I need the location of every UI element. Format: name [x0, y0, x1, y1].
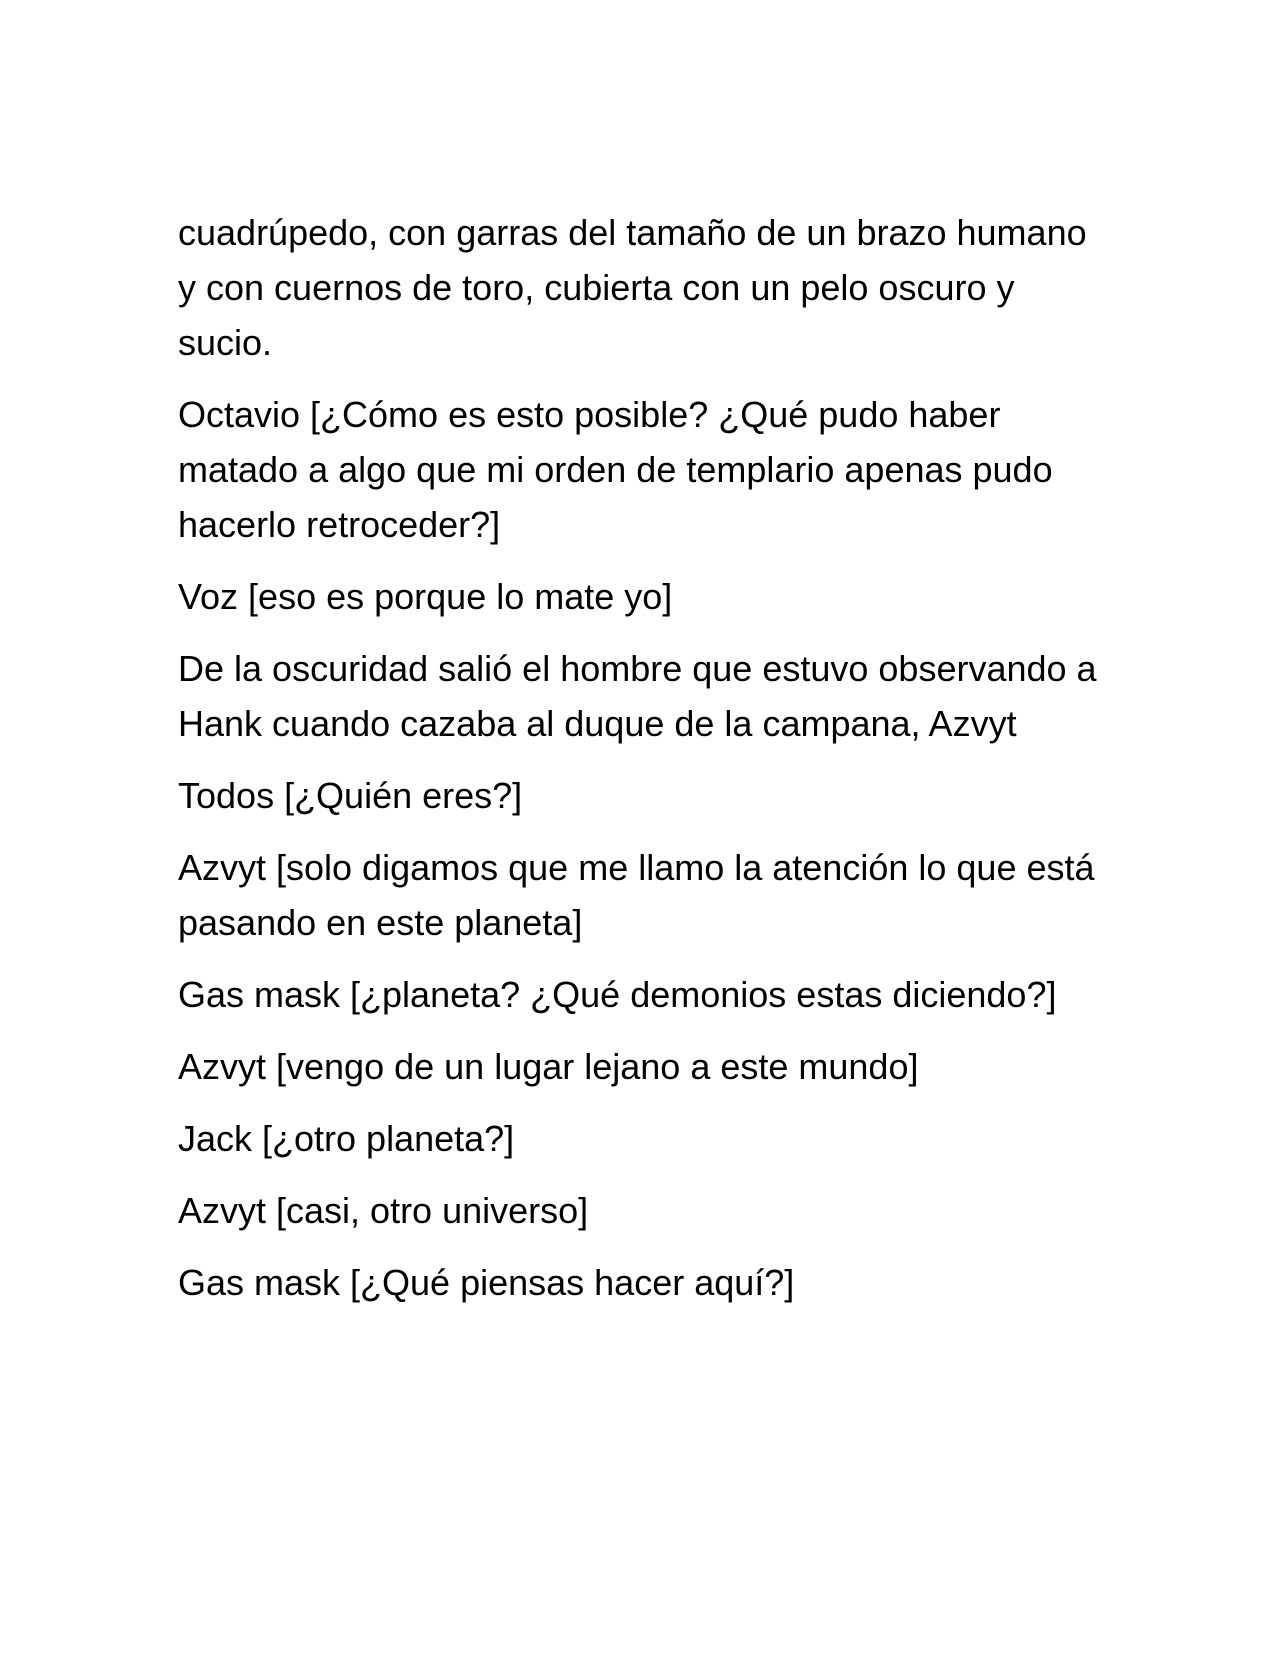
- paragraph-1: cuadrúpedo, con garras del tamaño de un brazo humano y con cuernos de toro, cubierta con un pelo oscuro y sucio.: [178, 212, 1087, 363]
- paragraph-10: Azvyt [casi, otro universo]: [178, 1190, 589, 1231]
- document-body: [178, 205, 1098, 1327]
- paragraph-3: Voz [eso es porque lo mate yo]: [178, 576, 673, 617]
- paragraph-7: Gas mask [¿planeta? ¿Qué demonios estas diciendo?]: [178, 974, 1057, 1015]
- paragraph-6: Azvyt [solo digamos que me llamo la atención lo que está pasando en este planeta]: [178, 847, 1095, 943]
- paragraph-4: De la oscuridad salió el hombre que estuvo observando a Hank cuando cazaba al duque de la campana, Azvyt: [178, 648, 1097, 744]
- paragraph-2: Octavio [¿Cómo es esto posible? ¿Qué pudo haber matado a algo que mi orden de templario apenas pudo hacerlo retroceder?]: [178, 394, 1053, 545]
- paragraph-5: Todos [¿Quién eres?]: [178, 775, 523, 816]
- paragraph-11: Gas mask [¿Qué piensas hacer aquí?]: [178, 1262, 795, 1303]
- paragraph-8: Azvyt [vengo de un lugar lejano a este mundo]: [178, 1046, 919, 1087]
- paragraph-9: Jack [¿otro planeta?]: [178, 1118, 515, 1159]
